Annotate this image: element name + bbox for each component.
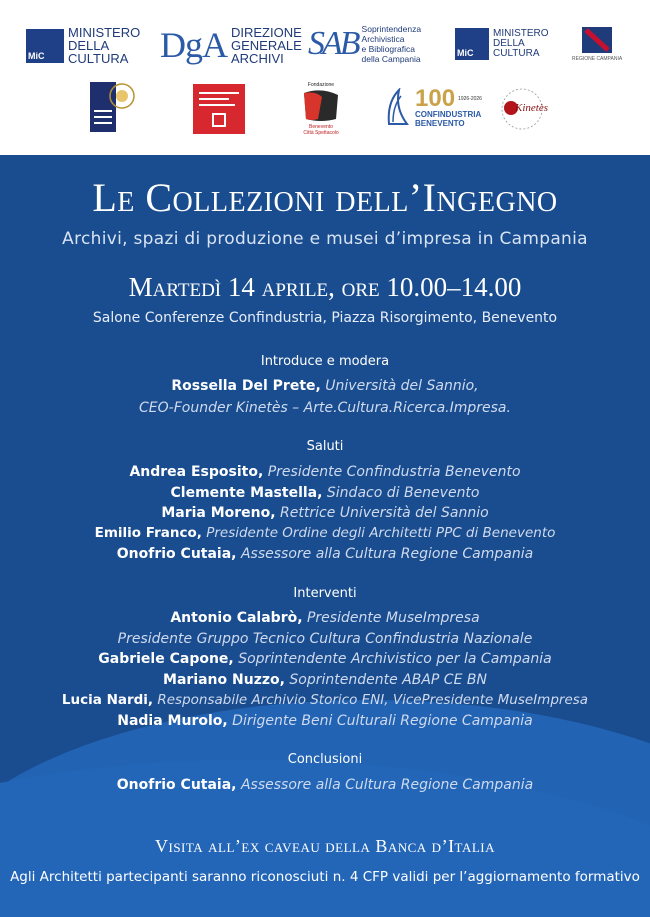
section-conclusioni: Conclusioni [287,752,363,767]
speaker-line [0,505,650,521]
speaker-name: Rossella Del Prete, [171,378,321,394]
speaker-name: Emilio Franco, [94,525,202,541]
confindustria-name: CONFINDUSTRIA BENEVENTO [415,110,482,128]
speaker-name: Andrea Esposito, [129,464,264,480]
event-subtitle: Archivi, spazi di produzione e musei d’impresa in Campania [62,229,588,249]
visit-announcement: Visita all’ex caveau della Banca d’Italia [154,836,496,856]
speaker-line [0,485,650,501]
speaker-name: Clemente Mastella, [170,485,323,501]
speaker-role: Dirigente Beni Culturali Regione Campania [232,713,533,729]
speaker-role: Presidente Confindustria Benevento [267,464,521,480]
fondazione-label: Fondazione [307,82,335,88]
speaker-line [0,777,650,793]
speaker-name: Lucia Nardi, [61,692,154,708]
kinetes-label: Kinetès [515,102,548,114]
mic-label: MiC [28,50,45,61]
event-date: Martedì 14 aprile, ore 10.00–14.00 [128,272,522,302]
event-venue: Salone Conferenze Confindustria, Piazza Risorgimento, Benevento [92,310,558,326]
speaker-line [0,692,650,708]
section-interventi: Interventi [293,586,357,601]
speaker-line [0,546,650,562]
speaker-line [0,525,650,541]
speaker-role: Assessore alla Cultura Regione Campania [240,777,534,793]
speaker-line [0,610,650,626]
speaker-line [0,713,650,729]
speaker-line [0,651,650,667]
confindustria-years: 1926-2026 [458,96,482,102]
speaker-role: Assessore alla Cultura Regione Campania [240,546,534,562]
speaker-role: Università del Sannio, [325,378,479,394]
speaker-name: Nadia Murolo, [117,713,228,729]
speaker-role: Responsabile Archivio Storico ENI, VicePresidente MuseImpresa [157,692,589,708]
speaker-role: Soprintendente ABAP CE BN [289,672,487,688]
speaker-name: Mariano Nuzzo, [163,672,285,688]
mic2-name: MINISTERO DELLA CULTURA [493,28,549,59]
dga-name: DIREZIONE GENERALE ARCHIVI [231,24,302,66]
speaker-line [0,378,650,394]
sab-name: Soprintendenza Archivistica e Bibliografica della Campania [361,24,422,64]
speaker-name: Maria Moreno, [161,505,276,521]
event-title: Le Collezioni dell’Ingegno [92,175,558,220]
speaker-name: Antonio Calabrò, [170,610,303,626]
speaker-role: CEO-Founder Kinetès – Arte.Cultura.Ricerca.Impresa. [139,400,511,416]
speaker-line [0,400,650,416]
mic-label: MiC [457,48,474,58]
speaker-role: Presidente Ordine degli Architetti PPC di Benevento [206,525,556,541]
section-saluti: Saluti [306,439,344,454]
speaker-role: Soprintendente Archivistico per la Campania [238,651,552,667]
cfp-note: Agli Architetti partecipanti saranno riconosciuti n. 4 CFP validi per l’aggiornamento formativo [10,869,640,885]
speaker-role: Presidente MuseImpresa [306,610,480,626]
mic-name: MINISTERO DELLA CULTURA [68,25,141,66]
speaker-name: Onofrio Cutaia, [116,546,237,562]
sab-mark: SAB [308,25,358,62]
speaker-name: Gabriele Capone, [98,651,234,667]
speaker-role: Presidente Gruppo Tecnico Cultura Confindustria Nazionale [117,631,533,647]
speaker-line [0,672,650,688]
regione-label: REGIONE CAMPANIA [572,56,623,62]
confindustria-100: 100 [415,85,456,112]
benevento-label: Benevento Città Spettacolo [303,124,339,136]
dga-mark: DgA [160,25,227,65]
speaker-line [0,631,650,647]
speaker-name: Onofrio Cutaia, [116,777,237,793]
speaker-line [0,464,650,480]
section-introduce: Introduce e modera [260,354,390,369]
speaker-role: Rettrice Università del Sannio [280,505,489,521]
speaker-role: Sindaco di Benevento [326,485,480,501]
